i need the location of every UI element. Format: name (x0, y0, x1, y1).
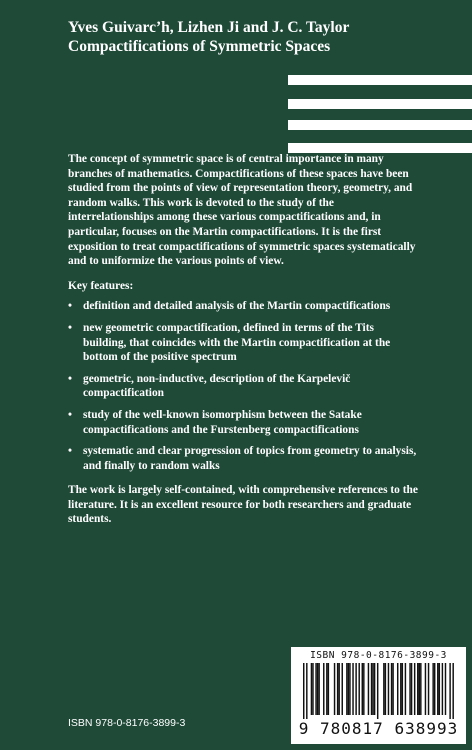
list-item (68, 444, 418, 473)
barcode-bar (385, 663, 386, 715)
barcode-bar (349, 663, 350, 715)
barcode-bar (355, 663, 356, 715)
key-features-heading: Key features: (68, 279, 134, 292)
barcode-bar (318, 663, 319, 715)
barcode-bar (306, 663, 307, 719)
feature-text: study of the well-known isomorphism between the Satake compactifications and the Furstenberg compactifications (83, 408, 362, 436)
footer-isbn: ISBN 978-0-8176-3899-3 (68, 717, 186, 729)
barcode-bar (337, 663, 338, 715)
feature-text: new geometric compactification, defined in terms of the Tits building, that coincides with the Martin compactification at the bottom of the positive spectrum (83, 321, 391, 364)
barcode-bar (402, 663, 403, 715)
bullet-icon: • (68, 408, 72, 421)
barcode-bar (428, 663, 429, 715)
barcode-bar (374, 663, 375, 715)
bullet-icon: • (68, 300, 72, 313)
barcode-bar (342, 663, 343, 715)
barcode-bar (392, 663, 393, 715)
barcode-bar (303, 663, 304, 719)
barcode-bar (442, 663, 443, 715)
barcode-bar (417, 663, 418, 715)
barcode-bar (315, 663, 316, 715)
barcode-bar (377, 663, 378, 719)
barcode-bar (434, 663, 435, 715)
barcode-bar (388, 663, 389, 715)
barcode-bar (425, 663, 426, 715)
barcode-bar (326, 663, 327, 715)
barcode-bar (383, 663, 384, 715)
barcode-bar (311, 663, 312, 715)
barcode-bar (432, 663, 433, 715)
barcode-bar (348, 663, 349, 715)
list-item (68, 299, 418, 314)
list-item (68, 372, 418, 401)
list-item (68, 321, 418, 365)
barcode-bar (352, 663, 353, 715)
closing-paragraph: The work is largely self-contained, with comprehensive references to the literature. It is an excellent resource for both researchers and graduate students. (68, 484, 418, 526)
decorative-stripe (288, 75, 472, 85)
barcode-bar (328, 663, 329, 715)
barcode-bar (323, 663, 324, 715)
barcode-bar (372, 663, 373, 715)
barcode-bar (437, 663, 438, 715)
barcode-bar (411, 663, 412, 715)
decorative-stripe (288, 99, 472, 109)
feature-text: systematic and clear progression of topics from geometry to analysis, and finally to random walks (83, 445, 417, 472)
barcode-bar (362, 663, 363, 715)
barcode-bar (358, 663, 359, 715)
barcode-bar (449, 663, 450, 719)
features-list (68, 299, 418, 473)
barcode-bar (405, 663, 406, 715)
decorative-stripe (288, 120, 472, 130)
barcode-bar (397, 663, 398, 715)
barcode-bar (346, 663, 347, 715)
barcode-bar (368, 663, 369, 715)
feature-text: geometric, non-inductive, description of the Karpelevič compactification (83, 372, 351, 400)
feature-text: definition and detailed analysis of the Martin compactifications (83, 300, 391, 313)
barcode-bar (312, 663, 313, 715)
authors: Yves Guivarc’h, Lizhen Ji and J. C. Taylor (68, 19, 350, 36)
barcode-bar (414, 663, 415, 715)
book-title: Compactifications of Symmetric Spaces (68, 38, 331, 55)
barcode-bar (400, 663, 401, 715)
bullet-icon: • (68, 445, 72, 458)
barcode-digits: 9 780817 638993 (298, 719, 459, 738)
barcode-bar (439, 663, 440, 715)
barcode-isbn-label: ISBN 978-0-8176-3899-3 (310, 650, 447, 661)
barcode-bar (338, 663, 339, 715)
bullet-icon: • (68, 372, 72, 385)
bullet-icon: • (68, 321, 72, 334)
barcode-bar (420, 663, 421, 715)
intro-paragraph: The concept of symmetric space is of central importance in many branches of mathematics. Compactifications of these spaces have been studied from the points of view of representation theory, geometry, and random walks. This work is devoted to the study of the interrelationships among these various compactifications and, in particular, focuses on the Martin compactifications. It is the first exposition to treat compactifications of symmetric spaces systematically and to uniformize the various points of view. (68, 153, 416, 268)
list-item (68, 408, 418, 437)
barcode-bar (317, 663, 318, 715)
blurb (68, 152, 418, 527)
barcode-box (291, 647, 466, 744)
barcode-bar (419, 663, 420, 715)
barcode-bar (371, 663, 372, 715)
barcode-bar (409, 663, 410, 715)
barcode-bar (334, 663, 335, 715)
barcode-icon (303, 663, 454, 719)
barcode-bar (391, 663, 392, 715)
barcode-bar (445, 663, 446, 715)
barcode-bar (363, 663, 364, 715)
barcode-bar (452, 663, 453, 719)
